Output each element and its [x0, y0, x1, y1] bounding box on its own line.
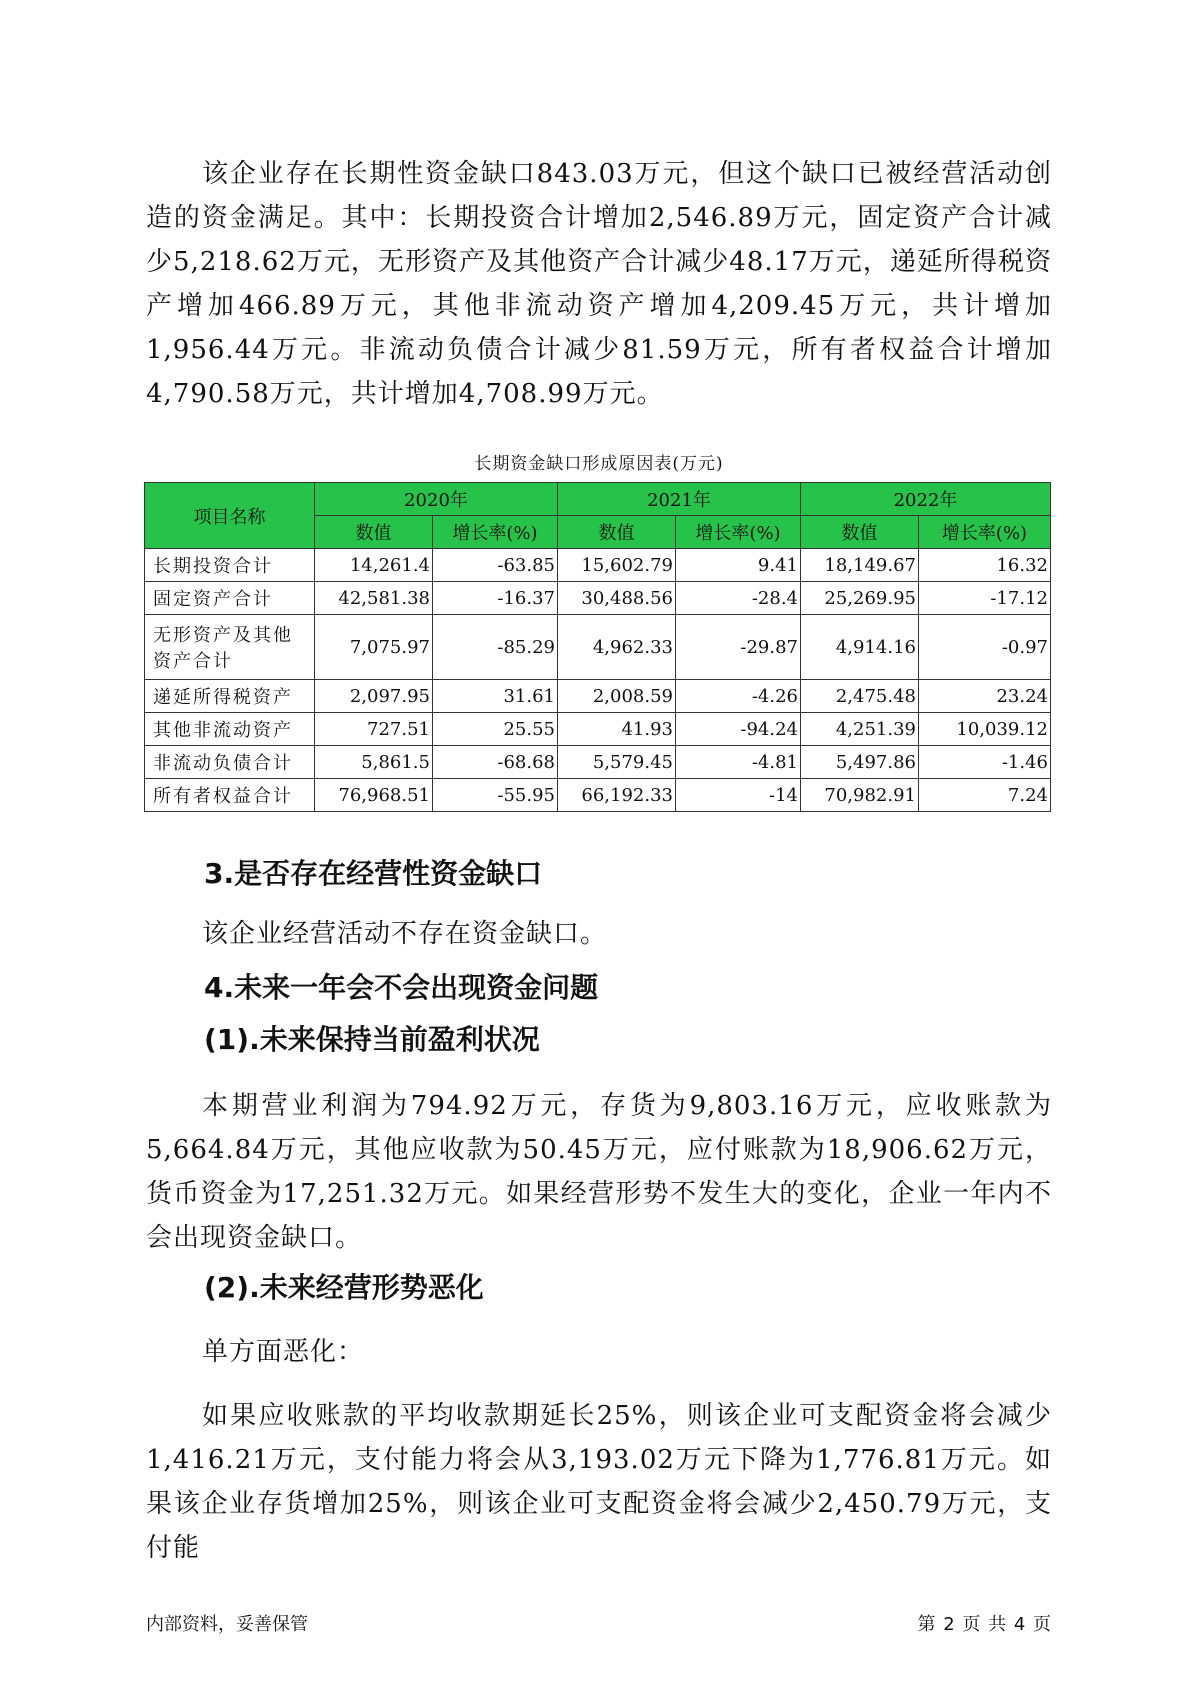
heading-operating-gap: 3.是否存在经营性资金缺口 — [204, 857, 543, 890]
cell-growth: -4.26 — [676, 680, 801, 713]
paragraph-long-term-gap: 该企业存在长期性资金缺口843.03万元，但这个缺口已被经营活动创造的资金满足。其中：长期投资合计增加2,546.89万元，固定资产合计减少5,218.62万元，无形资产及其他资产合计减少48.17万元，递延所得税资产增加466.89万元，其他非流动资产增加4,209.45万元，共计增加1,956.44万元。非流动负债合计减少81.59万元，所有者权益合计增加4,790.58万元，共计增加4,708.99万元。 — [146, 159, 1052, 409]
cell-value: 5,497.86 — [801, 746, 919, 779]
table-row — [145, 713, 1051, 746]
cell-growth: 10,039.12 — [919, 713, 1051, 746]
cell-growth: -1.46 — [919, 746, 1051, 779]
cell-growth: 31.61 — [433, 680, 558, 713]
heading-deterioration: (2).未来经营形势恶化 — [204, 1271, 484, 1304]
footer-confidential: 内部资料，妥善保管 — [146, 1614, 308, 1635]
cell-value: 41.93 — [558, 713, 676, 746]
cell-value: 14,261.4 — [315, 549, 433, 582]
long-term-gap-table — [144, 482, 1051, 812]
cell-growth: -94.24 — [676, 713, 801, 746]
row-name: 固定资产合计 — [145, 582, 315, 615]
cell-value: 18,149.67 — [801, 549, 919, 582]
cell-growth: 9.41 — [676, 549, 801, 582]
cell-growth: -85.29 — [433, 615, 558, 680]
cell-value: 66,192.33 — [558, 779, 676, 812]
table-row — [145, 779, 1051, 812]
cell-growth: -4.81 — [676, 746, 801, 779]
heading-keep-profit: (1).未来保持当前盈利状况 — [204, 1023, 540, 1056]
table-caption: 长期资金缺口形成原因表(万元) — [474, 454, 724, 474]
cell-growth: -17.12 — [919, 582, 1051, 615]
cell-growth: -16.37 — [433, 582, 558, 615]
cell-value: 5,861.5 — [315, 746, 433, 779]
row-name: 非流动负债合计 — [145, 746, 315, 779]
paragraph-single-deterioration: 单方面恶化： — [202, 1337, 365, 1367]
header-growth: 增长率(%) — [433, 516, 558, 549]
header-value: 数值 — [801, 516, 919, 549]
cell-value: 15,602.79 — [558, 549, 676, 582]
header-growth: 增长率(%) — [676, 516, 801, 549]
cell-value: 76,968.51 — [315, 779, 433, 812]
paragraph-profit-status: 本期营业利润为794.92万元，存货为9,803.16万元，应收账款为5,664.84万元，其他应收款为50.45万元，应付账款为18,906.62万元，货币资金为17,251.32万元。如果经营形势不发生大的变化，企业一年内不会出现资金缺口。 — [146, 1091, 1052, 1253]
footer-page-number: 第 2 页 共 4 页 — [917, 1614, 1052, 1635]
row-name: 递延所得税资产 — [145, 680, 315, 713]
cell-growth: -28.4 — [676, 582, 801, 615]
cell-value: 30,488.56 — [558, 582, 676, 615]
cell-value: 2,097.95 — [315, 680, 433, 713]
cell-growth: 16.32 — [919, 549, 1051, 582]
table-row — [145, 746, 1051, 779]
row-name: 其他非流动资产 — [145, 713, 315, 746]
cell-value: 2,008.59 — [558, 680, 676, 713]
header-year-2022: 2022年 — [801, 483, 1051, 516]
cell-growth: 7.24 — [919, 779, 1051, 812]
header-value: 数值 — [558, 516, 676, 549]
header-value: 数值 — [315, 516, 433, 549]
cell-value: 5,579.45 — [558, 746, 676, 779]
cell-value: 4,251.39 — [801, 713, 919, 746]
row-name: 长期投资合计 — [145, 549, 315, 582]
header-year-2021: 2021年 — [558, 483, 801, 516]
cell-value: 7,075.97 — [315, 615, 433, 680]
table-row — [145, 582, 1051, 615]
cell-growth: -0.97 — [919, 615, 1051, 680]
cell-growth: -29.87 — [676, 615, 801, 680]
cell-value: 25,269.95 — [801, 582, 919, 615]
table-row — [145, 549, 1051, 582]
cell-growth: 25.55 — [433, 713, 558, 746]
paragraph-operating-gap: 该企业经营活动不存在资金缺口。 — [202, 919, 608, 949]
row-name: 所有者权益合计 — [145, 779, 315, 812]
cell-growth: -55.95 — [433, 779, 558, 812]
table-row — [145, 615, 1051, 680]
cell-value: 70,982.91 — [801, 779, 919, 812]
cell-value: 2,475.48 — [801, 680, 919, 713]
paragraph-receivables-scenario: 如果应收账款的平均收款期延长25%，则该企业可支配资金将会减少1,416.21万元，支付能力将会从3,193.02万元下降为1,776.81万元。如果该企业存货增加25%，则该企业可支配资金将会减少2,450.79万元，支付能 — [146, 1401, 1052, 1563]
cell-value: 4,914.16 — [801, 615, 919, 680]
heading-next-year: 4.未来一年会不会出现资金问题 — [204, 971, 599, 1004]
header-year-2020: 2020年 — [315, 483, 558, 516]
table-row — [145, 680, 1051, 713]
cell-growth: -63.85 — [433, 549, 558, 582]
cell-value: 727.51 — [315, 713, 433, 746]
cell-value: 42,581.38 — [315, 582, 433, 615]
row-name: 无形资产及其他资产合计 — [145, 615, 315, 680]
header-growth: 增长率(%) — [919, 516, 1051, 549]
cell-growth: -14 — [676, 779, 801, 812]
cell-growth: 23.24 — [919, 680, 1051, 713]
cell-growth: -68.68 — [433, 746, 558, 779]
cell-value: 4,962.33 — [558, 615, 676, 680]
header-item-name: 项目名称 — [145, 483, 315, 549]
